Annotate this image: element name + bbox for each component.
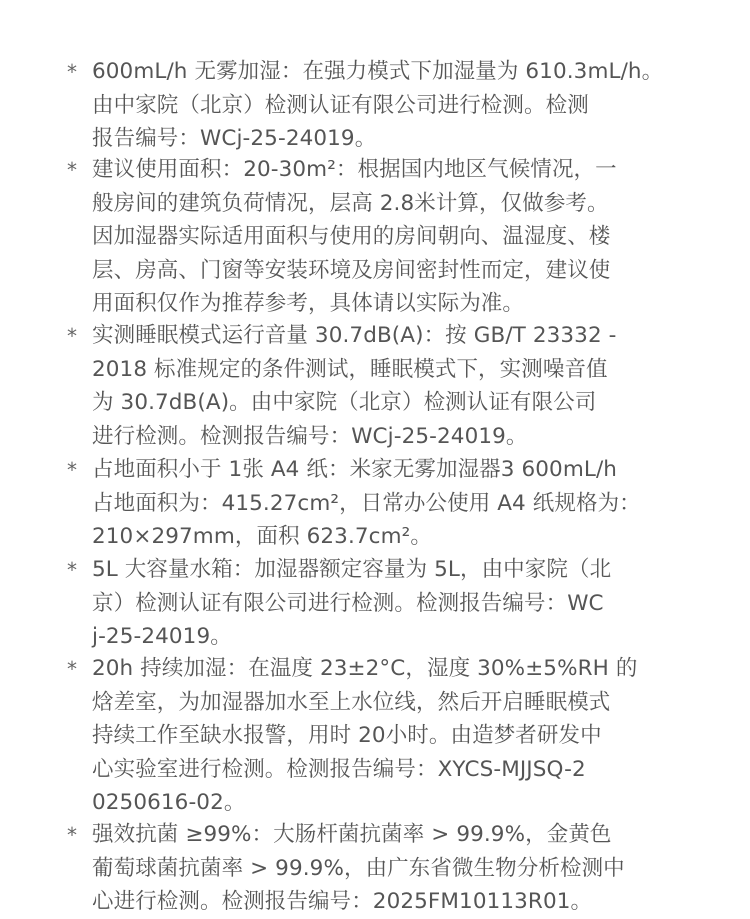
footnote-text: 600mL/h 无雾加湿：在强力模式下加湿量为 610.3mL/h。 由中家院（北京）检测认证有限公司进行检测。检测 报告编号：WCj-25-24019。: [92, 59, 664, 151]
footnote-text: 5L 大容量水箱：加湿器额定容量为 5L，由中家院（北 京）检测认证有限公司进行检测。检测报告编号：WC j-25-24019。: [92, 557, 612, 649]
footnote-text: 强效抗菌 ≥99%：大肠杆菌抗菌率 > 99.9%，金黄色 葡萄球菌抗菌率 > 99.9%，由广东省微生物分析检测中 心进行检测。检测报告编号：2025FM10113R01。: [92, 822, 625, 914]
bullet-asterisk: *: [67, 657, 77, 681]
bullet-asterisk: *: [67, 823, 77, 847]
footnote-text: 实测睡眠模式运行音量 30.7dB(A)：按 GB/T 23332 - 2018 标准规定的条件测试，睡眠模式下，实测噪音值 为 30.7dB(A)。由中家院（北京）检测认证有限公司 进行检测。检测报告编号：WCj-25-24019。: [92, 323, 617, 449]
bullet-asterisk: *: [67, 458, 77, 482]
bullet-asterisk: *: [67, 158, 77, 182]
footnote-text: 占地面积小于 1张 A4 纸：米家无雾加湿器3 600mL/h 占地面积为：415.27cm²，日常办公使用 A4 纸规格为： 210×297mm，面积 623.7cm²。: [92, 457, 641, 549]
footnote-text: 20h 持续加湿：在温度 23±2°C，湿度 30%±5%RH 的 焓差室，为加湿器加水至上水位线，然后开启睡眠模式 持续工作至缺水报警，用时 20小时。由造梦者研发中 心实验室进行检测。检测报告编号：XYCS-MJJSQ-2 0250616-02。: [92, 656, 638, 815]
bullet-asterisk: *: [67, 324, 77, 348]
bullet-asterisk: *: [67, 558, 77, 582]
bullet-asterisk: *: [67, 60, 77, 84]
footnote-text: 建议使用面积：20-30m²：根据国内地区气候情况，一 般房间的建筑负荷情况，层高 2.8米计算，仅做参考。 因加湿器实际适用面积与使用的房间朝向、温湿度、楼 层、房高、门窗等安装环境及房间密封性而定，建议使 用面积仅作为推荐参考，具体请以实际为准。: [92, 157, 617, 316]
